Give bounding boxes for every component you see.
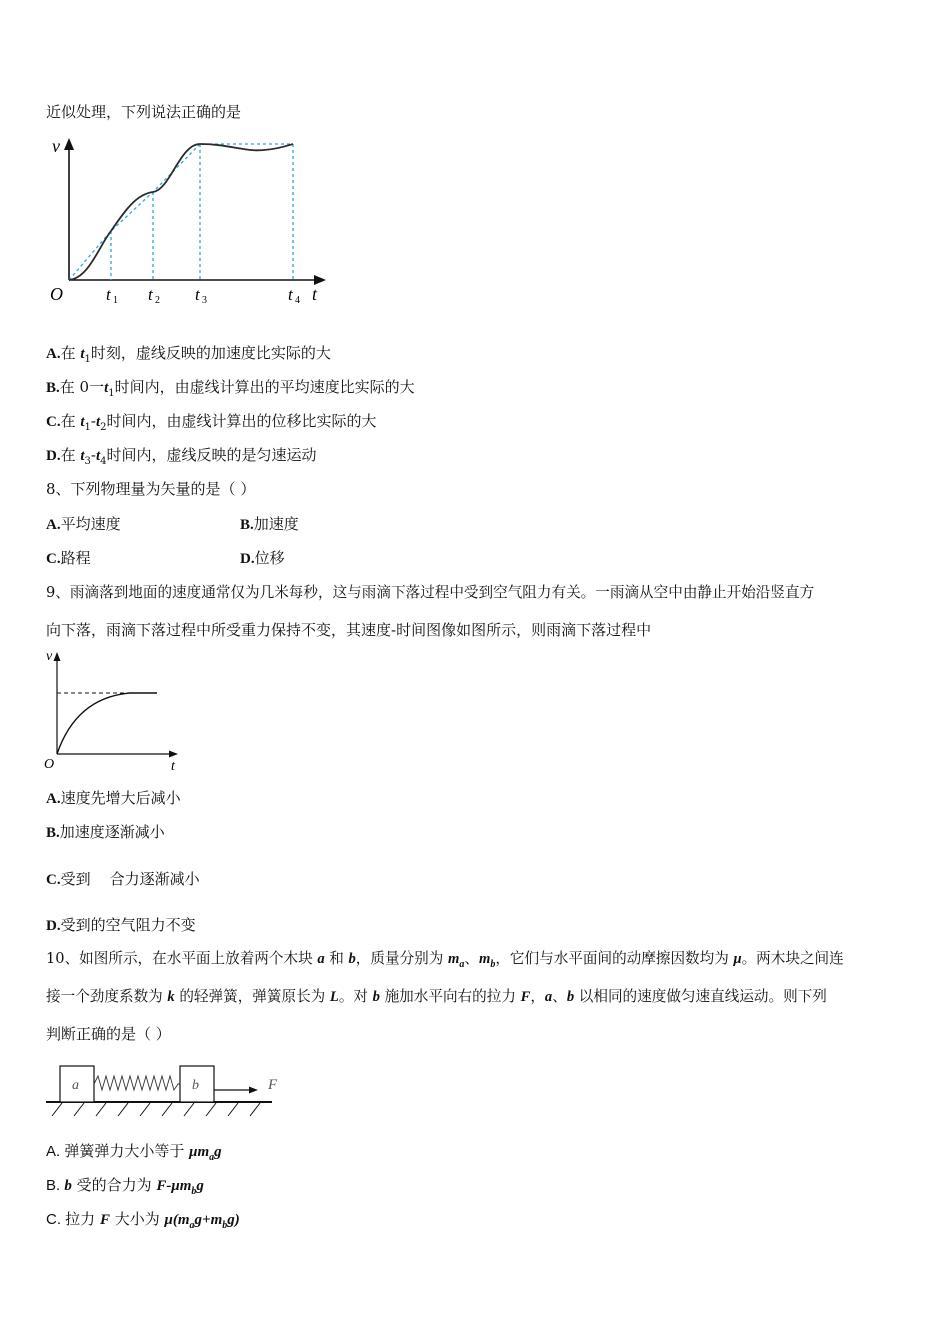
q9-stem-line2: 向下落，雨滴下落过程中所受重力保持不变，其速度-时间图像如图所示，则雨滴下落过程中 [46,621,652,639]
tick-t4: t [288,285,293,304]
q10-option-c: C. 拉力 F 大小为 $\mu(m_ag+m_bg)$ [46,1210,240,1231]
t-axis-label: t [312,284,318,304]
block-a-label: a [72,1078,79,1093]
q9-option-a: A.速度先增大后减小 [46,789,181,807]
block-b-label: b [192,1078,199,1093]
tick-t3-sub: 3 [202,295,207,306]
v-axis-label: v [46,649,53,664]
tick-t1-sub: 1 [113,295,118,306]
raindrop-vt-graph [40,646,190,778]
tick-t2: t [148,285,153,304]
question-intro: 近似处理，下列说法正确的是 [46,103,242,121]
spring-blocks-figure [44,1062,294,1126]
q7-option-b: B.在 0一$t_1$时间内，由虚线计算出的平均速度比实际的大 [46,378,415,399]
q10-option-a: A. 弹簧弹力大小等于 $\mu m_ag$ [46,1142,222,1163]
t-axis-label: t [171,759,175,774]
q9-stem-line1: 9、雨滴落到地面的速度通常仅为几米每秒，这与雨滴下落过程中受到空气阻力有关。一雨滴从空中由静止开始沿竖直方 [46,584,815,601]
q8-option-c: C.路程 [46,549,91,567]
force-f-label: F [268,1077,278,1093]
tick-t3: t [195,285,200,304]
q10-option-b: B. b 受的合力为 $F-\mu m_bg$ [46,1176,204,1197]
q9-option-d: D.受到的空气阻力不变 [46,916,196,934]
q10-stem-line3: 判断正确的是（ ） [46,1025,171,1043]
tick-t4-sub: 4 [295,295,300,306]
q7-option-a: A.在 $t_1$时刻，虚线反映的加速度比实际的大 [46,344,331,365]
tick-t1: t [106,285,111,304]
q8-option-a: A.平均速度 [46,515,121,533]
q8-stem: 8、下列物理量为矢量的是（ ） [46,480,256,498]
origin-label: O [44,757,55,772]
q10-stem-line1: 10、如图所示，在水平面上放着两个木块 a 和 b，质量分别为 $m_a$、$m_b$，它们与水平面间的动摩擦因数均为 μ。两木块之间连 [46,950,844,970]
vt-graph-figure [44,128,344,317]
q8-option-d: D.位移 [240,549,285,567]
tick-t2-sub: 2 [155,295,160,306]
origin-label: O [50,284,63,304]
q10-stem-line2: 接一个劲度系数为 k 的轻弹簧，弹簧原长为 L。对 b 施加水平向右的拉力 F，a、b 以相同的速度做匀速直线运动。则下列 [46,988,827,1005]
q8-option-b: B.加速度 [240,515,299,533]
q9-option-b: B.加速度逐渐减小 [46,823,165,841]
q7-option-c: C.在 $t_1-t_2$时间内，由虚线计算出的位移比实际的大 [46,412,377,433]
q7-option-d: D.在 $t_3-t_4$时间内，虚线反映的是匀速运动 [46,446,317,467]
q9-option-c: C.受到 合力逐渐减小 [46,870,200,888]
v-axis-label: v [52,136,60,156]
